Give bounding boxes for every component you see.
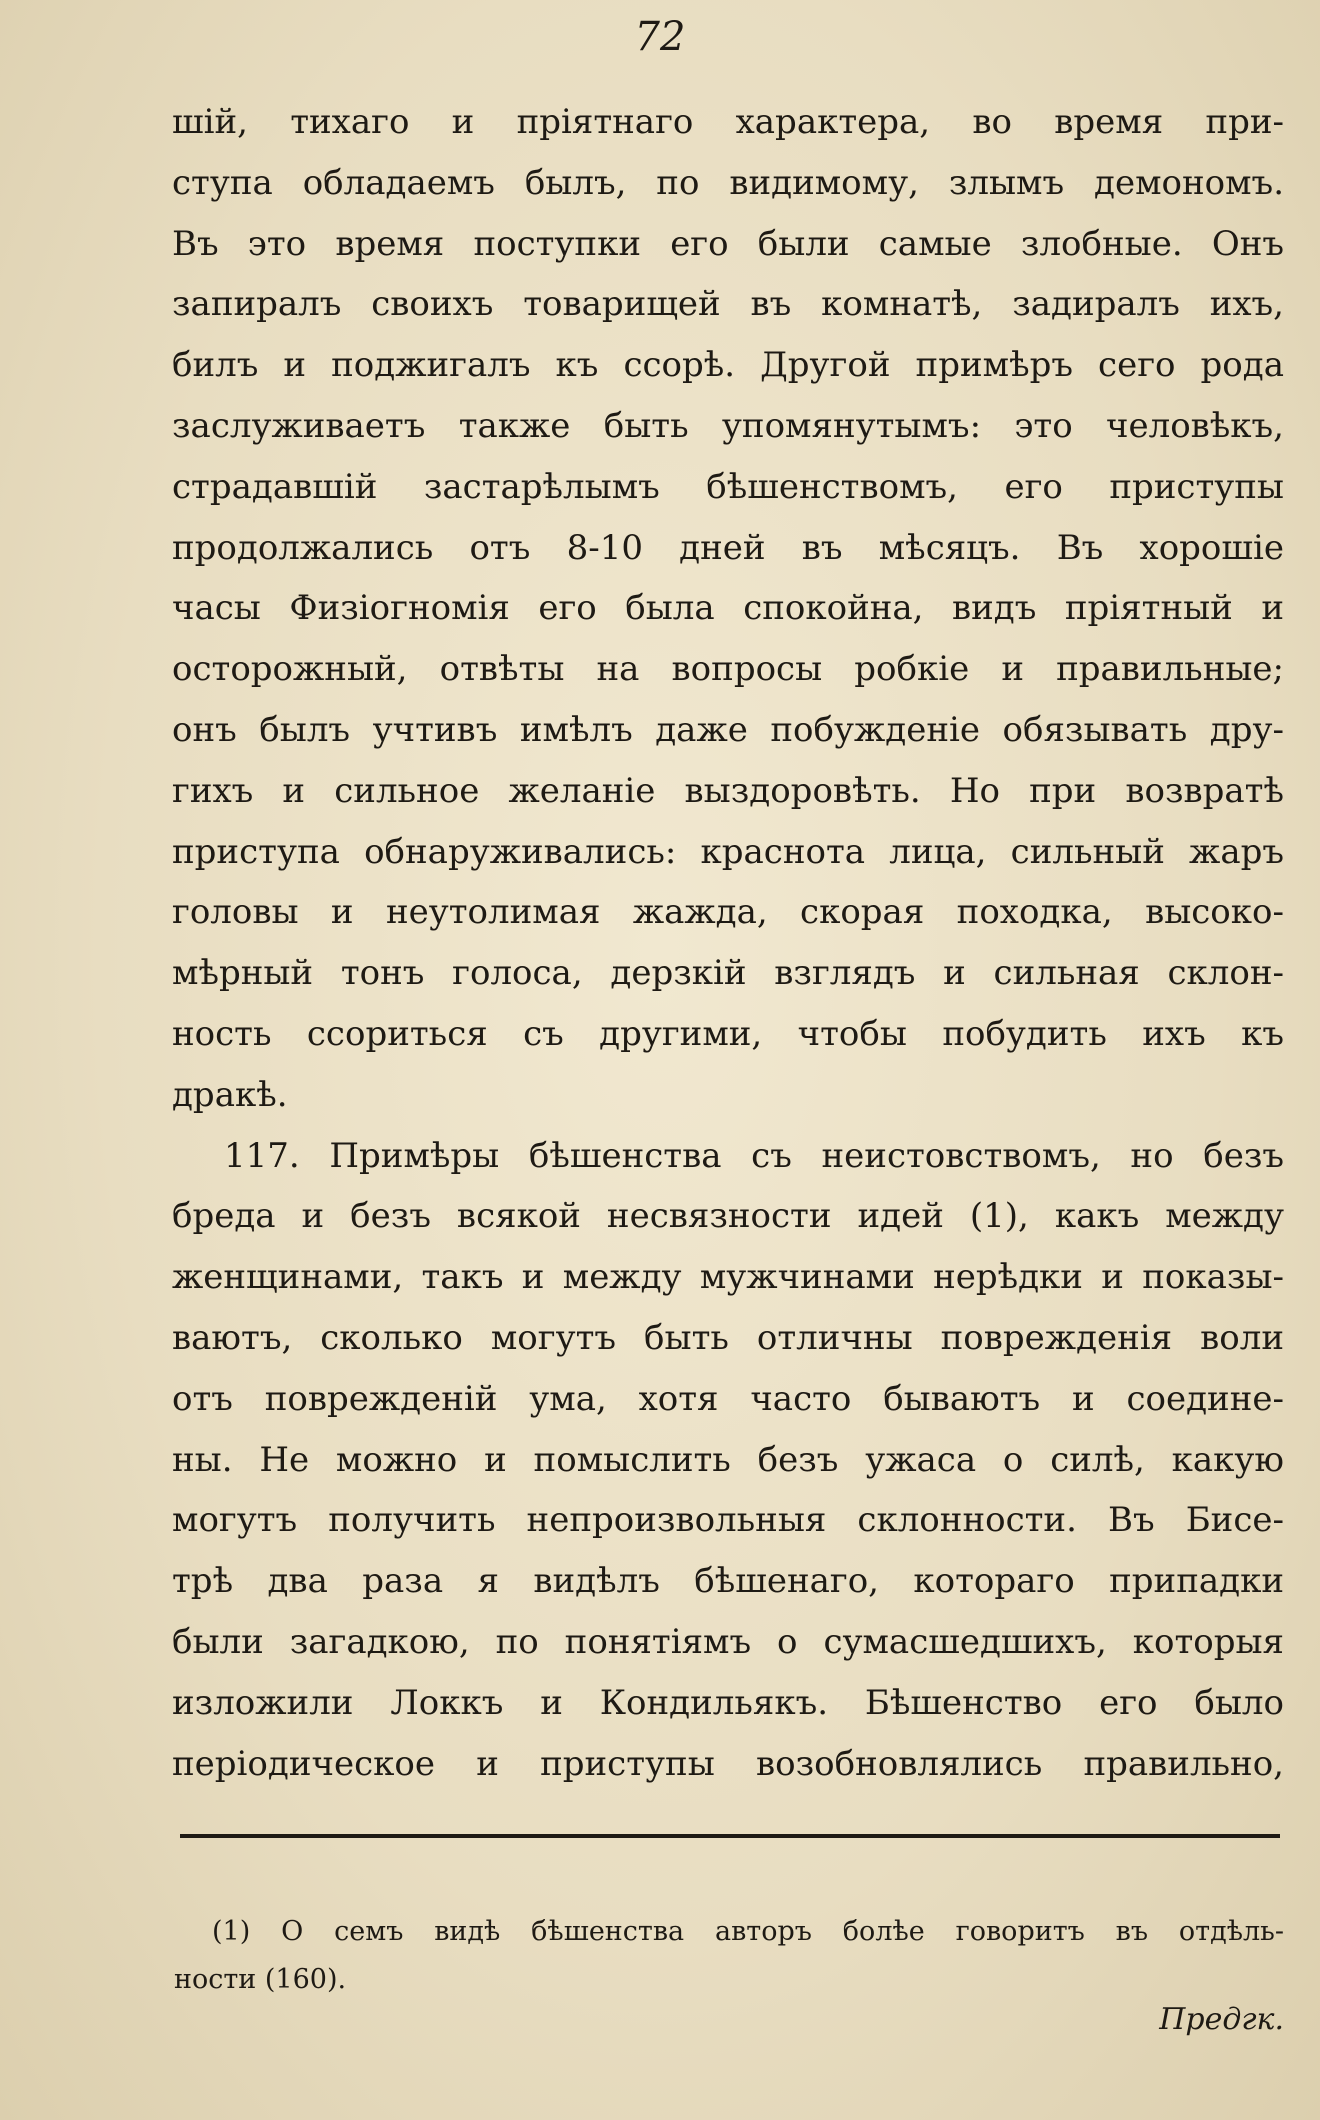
footnotes — [174, 1908, 1284, 2004]
paragraph-start-line: 117. Примѣры бѣшенства съ неистовствомъ, но безъ — [224, 1135, 1284, 1176]
text-line: трѣ два раза я видѣлъ бѣшенаго, котораго припадки — [172, 1561, 1284, 1602]
text-line: ность ссориться съ другими, чтобы побудить ихъ къ — [172, 1013, 1284, 1054]
text-line: женщинами, такъ и между мужчинами нерѣдки и показы- — [172, 1257, 1284, 1298]
text-line: шій, тихаго и пріятнаго характера, во время при- — [172, 102, 1284, 142]
text-line: ваютъ, сколько могутъ быть отличны поврежденія воли — [172, 1317, 1284, 1358]
text-line: онъ былъ учтивъ имѣлъ даже побужденіе обязывать дру- — [172, 709, 1284, 750]
text-line: дракѣ. — [172, 1074, 288, 1115]
text-line: бреда и безъ всякой несвязности идей (1), какъ между — [172, 1196, 1284, 1237]
text-line: могутъ получить непроизвольныя склонности. Въ Бисе- — [172, 1500, 1284, 1541]
text-line: ны. Не можно и помыслить безъ ужаса о силѣ, какую — [172, 1439, 1284, 1480]
text-line: были загадкою, по понятіямъ о сумасшедшихъ, которыя — [172, 1621, 1284, 1662]
footnote-line: ности (160). — [174, 1964, 347, 1995]
page-number: 72 — [634, 14, 686, 60]
text-line: ступа обладаемъ былъ, по видимому, злымъ демономъ. — [172, 162, 1284, 203]
text-line: изложили Локкъ и Кондильякъ. Бѣшенство его было — [172, 1682, 1284, 1723]
text-line: приступа обнаруживались: краснота лица, сильный жаръ — [172, 831, 1284, 872]
text-line: отъ поврежденій ума, хотя часто бываютъ и соедине- — [172, 1378, 1284, 1419]
catchword: Предгк. — [1159, 2002, 1284, 2037]
text-line: часы Физіогномія его была спокойна, видъ пріятный и — [172, 588, 1284, 629]
text-line: гихъ и сильное желаніе выздоровѣть. Но при возвратѣ — [172, 770, 1284, 811]
footnote-divider — [180, 1834, 1280, 1838]
text-line: мѣрный тонъ голоса, дерзкій взглядъ и сильная склон- — [172, 953, 1284, 994]
text-line: страдавшій застарѣлымъ бѣшенствомъ, его приступы — [172, 466, 1284, 507]
text-line: заслуживаетъ также быть упомянутымъ: это человѣкъ, — [172, 405, 1284, 446]
text-line: періодическое и приступы возобновлялись правильно, — [172, 1743, 1284, 1784]
text-line: Въ это время поступки его были самые злобные. Онъ — [172, 223, 1284, 264]
footnote-line: (1) О семъ видѣ бѣшенства авторъ болѣе говоритъ въ отдѣль- — [212, 1916, 1284, 1947]
text-line: продолжались отъ 8-10 дней въ мѣсяцъ. Въ хорошіе — [172, 527, 1284, 568]
text-line: осторожный, отвѣты на вопросы робкіе и правильные; — [172, 649, 1284, 690]
body-text — [172, 92, 1284, 1794]
text-line: запиралъ своихъ товарищей въ комнатѣ, задиралъ ихъ, — [172, 284, 1284, 325]
text-line: билъ и поджигалъ къ ссорѣ. Другой примѣръ сего рода — [172, 345, 1284, 386]
text-line: головы и неутолимая жажда, скорая походка, высоко- — [172, 892, 1284, 933]
